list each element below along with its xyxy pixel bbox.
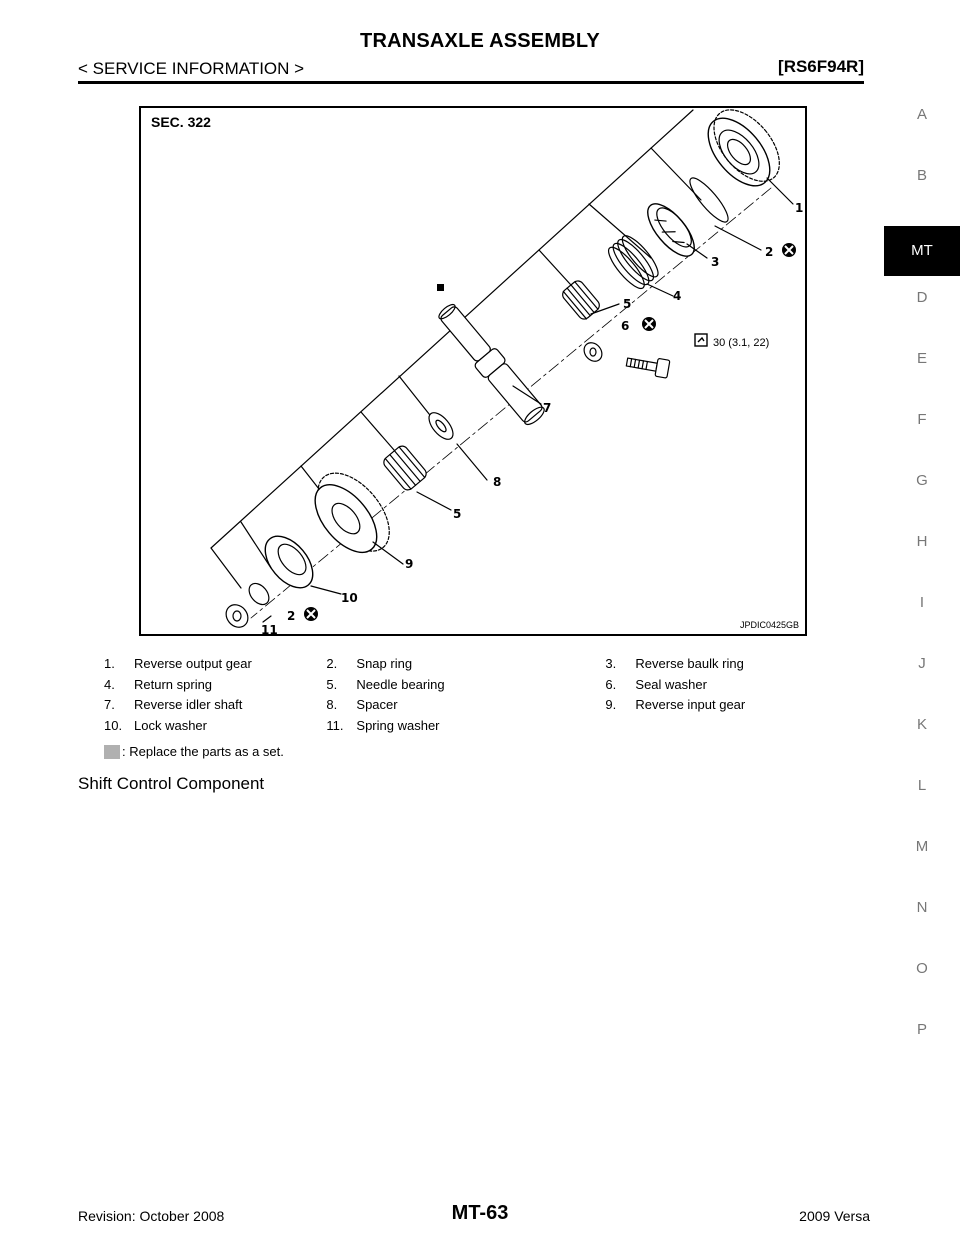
assembly-marker [437, 284, 444, 291]
callout-6: 6 [621, 319, 630, 333]
replace-set-swatch-icon [104, 745, 120, 759]
legend-text: Needle bearing [356, 676, 445, 692]
footer-vehicle: 2009 Versa [799, 1208, 870, 1224]
side-index-l[interactable]: L [917, 777, 927, 794]
side-index-mt[interactable]: MT [884, 226, 960, 276]
legend-num: 5. [326, 676, 338, 692]
legend-num: 3. [605, 656, 617, 671]
legend-row [104, 656, 804, 677]
legend-num: 10. [104, 717, 123, 733]
footer-page-number: MT-63 [451, 1202, 509, 1224]
section-label: < SERVICE INFORMATION > [78, 59, 305, 78]
callout-9: 9 [405, 557, 414, 571]
figure-section-label: SEC. 322 [151, 114, 211, 130]
legend-num: 8. [326, 697, 338, 712]
side-index-n[interactable]: N [916, 899, 928, 916]
parts-legend [104, 656, 804, 738]
callout-3: 3 [711, 255, 720, 269]
page-title: TRANSAXLE ASSEMBLY [360, 30, 600, 52]
callout-7: 7 [543, 401, 552, 415]
side-index-i[interactable]: I [919, 594, 925, 611]
side-index-h[interactable]: H [916, 533, 928, 550]
legend-text: Reverse baulk ring [635, 656, 744, 671]
side-index-m[interactable]: M [915, 838, 929, 855]
return-spring [604, 231, 663, 293]
callout-5b: 5 [453, 507, 462, 521]
legend-num: 6. [605, 676, 617, 692]
reverse-baulk-ring [640, 196, 703, 263]
side-index-f[interactable]: F [917, 411, 927, 428]
legend-text: Return spring [134, 676, 213, 692]
side-index-k[interactable]: K [916, 716, 927, 733]
callout-8: 8 [493, 475, 502, 489]
legend-num: 11. [326, 717, 344, 733]
legend-row [104, 677, 804, 698]
legend-row [104, 697, 804, 718]
legend-text: Seal washer [635, 676, 707, 692]
legend-text: Reverse input gear [635, 697, 746, 712]
figure-code: JPDIC0425GB [739, 620, 799, 630]
legend-text: Spring washer [356, 717, 440, 733]
legend-num: 9. [605, 697, 617, 712]
legend-text: Snap ring [356, 656, 413, 671]
side-index [884, 100, 960, 1076]
needle-bearing-upper [560, 278, 602, 321]
legend-num: 7. [104, 697, 115, 712]
side-index-g[interactable]: G [916, 472, 928, 489]
model-code: [RS6F94R] [778, 57, 864, 76]
side-index-o[interactable]: O [916, 960, 928, 977]
legend-note [104, 744, 284, 759]
bolt [625, 353, 669, 378]
reverse-idler-shaft [434, 300, 552, 429]
side-index-p[interactable]: P [916, 1021, 927, 1038]
legend-num: 1. [104, 656, 115, 671]
reverse-output-gear [695, 108, 792, 198]
legend-num [605, 718, 635, 739]
legend-text: Spacer [356, 697, 398, 712]
legend-num: 2. [326, 656, 338, 671]
exploded-view-drawing [141, 108, 805, 634]
callout-2: 2 [765, 245, 774, 259]
legend-text: Reverse output gear [134, 656, 252, 671]
torque-wrench-icon [695, 334, 707, 346]
torque-value: 30 (3.1, 22) [713, 337, 770, 349]
header-rule [78, 81, 864, 84]
callout-4: 4 [673, 289, 682, 303]
side-index-b[interactable]: B [916, 167, 927, 184]
legend-text: Reverse idler shaft [134, 697, 243, 712]
legend-row [104, 718, 804, 739]
side-index-e[interactable]: E [916, 350, 927, 367]
side-index-j[interactable]: J [918, 655, 926, 672]
legend-note-text: : Replace the parts as a set. [122, 744, 284, 759]
needle-bearing-lower [381, 444, 428, 493]
side-index-a[interactable]: A [916, 106, 927, 123]
footer-revision: Revision: October 2008 [78, 1208, 225, 1224]
side-index-d[interactable]: D [916, 289, 928, 306]
legend-num: 4. [104, 676, 115, 692]
callout-11: 11 [261, 623, 278, 634]
section-heading: Shift Control Component [78, 774, 265, 793]
callout-2b: 2 [287, 609, 296, 623]
callout-5: 5 [623, 297, 632, 311]
callout-1: 1 [795, 201, 804, 215]
reverse-input-gear [300, 460, 404, 568]
exploded-view-figure [139, 106, 807, 636]
callout-10: 10 [341, 591, 358, 605]
legend-text: Lock washer [134, 717, 207, 733]
